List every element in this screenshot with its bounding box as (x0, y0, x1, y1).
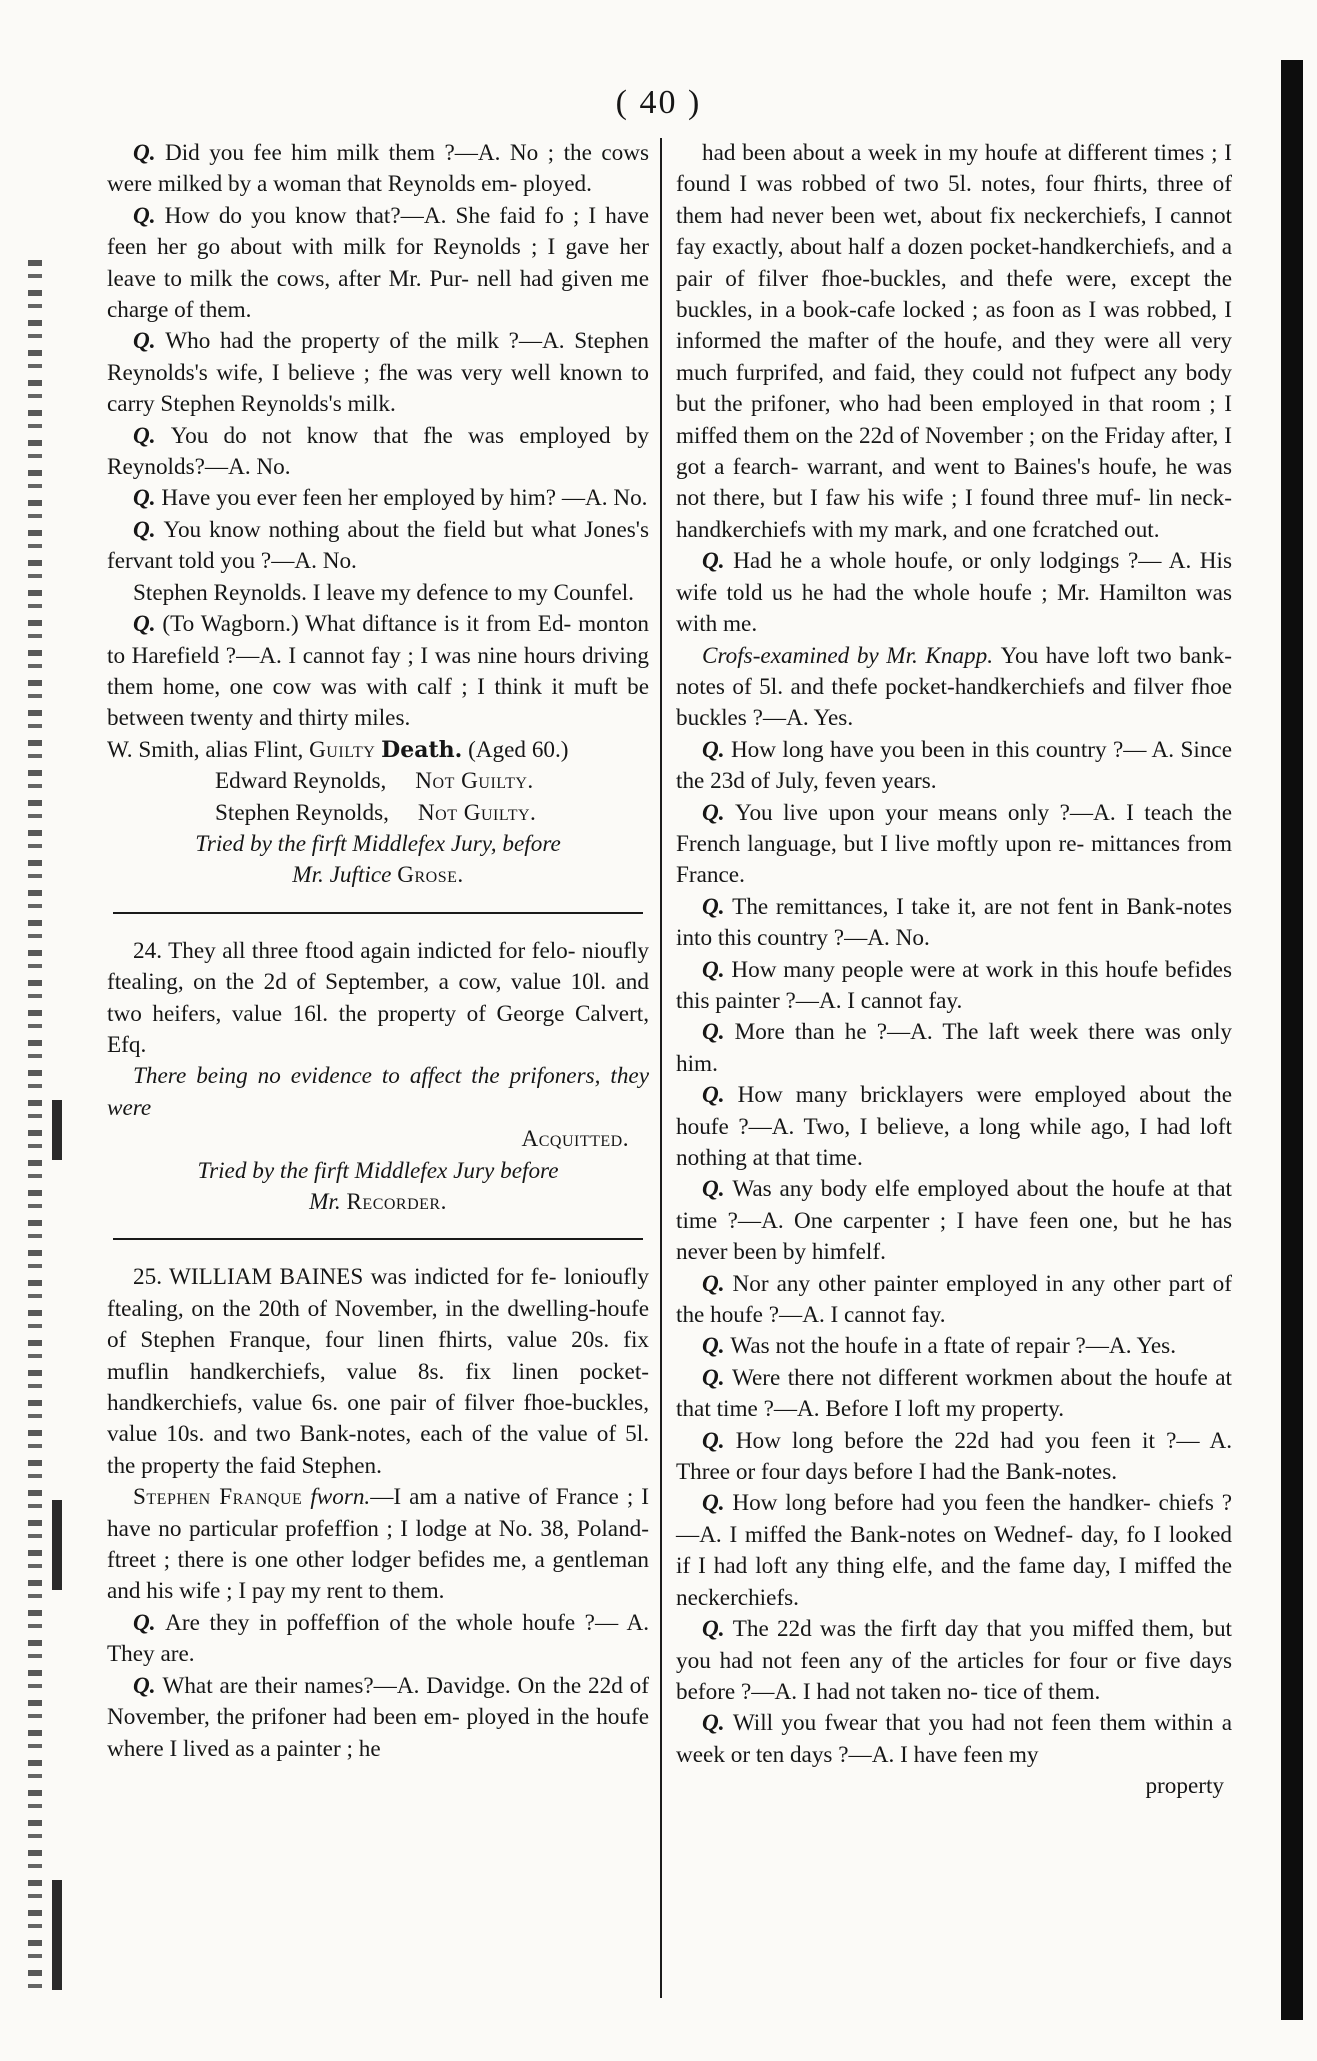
paragraph-text: (To Wagborn.) What diftance is it from Ed- monton to Harefield ?—A. I cannot fay ; I was nine hours driving them home, one cow was with calf ; I think it muft be between twenty and thirty miles. (107, 611, 650, 732)
case-number: 25. (133, 1264, 162, 1291)
question-marker: Q. (133, 1609, 166, 1636)
left-column (107, 138, 649, 1765)
defendant-name: W. Smith, alias Flint, (107, 736, 304, 763)
left-column-tail (107, 1608, 649, 1765)
left-paragraph (107, 201, 649, 327)
left-paragraph (107, 609, 649, 735)
paragraph-text: Had he a whole houfe, or only lodgings ?— A. His wife told us he had the whole houfe ; Mr. Hamilton was with me. (676, 548, 1232, 638)
paragraph-text: How long before the 22d had you feen it ?— A. Three or four days before I had the Bank-notes. (676, 1427, 1232, 1486)
question-marker: Q. (702, 1616, 733, 1643)
question-marker: Q. (702, 1364, 732, 1391)
right-column-paragraphs (676, 138, 1232, 1771)
left-column-paragraphs (107, 138, 649, 735)
column-rule (660, 138, 662, 1998)
right-paragraph (676, 138, 1232, 546)
right-column (676, 138, 1252, 1803)
scan-edge-right (1281, 60, 1303, 2020)
tried-line (107, 860, 649, 891)
left-paragraph (107, 1608, 649, 1671)
right-paragraph (676, 735, 1232, 798)
verdict-line-3 (107, 798, 649, 829)
paragraph-text: Have you ever feen her employed by him? —A. No. (161, 485, 648, 512)
right-paragraph (676, 1708, 1232, 1771)
question-marker: Q. (702, 1082, 738, 1109)
question-marker: Q. (702, 1490, 733, 1517)
age-text: (Aged 60.) (468, 736, 569, 763)
paragraph-text: Did you fee him milk them ?—A. No ; the cows were milked by a woman that Reynolds em- ployed. (107, 140, 649, 198)
testimony-text: —I am a native of France ; I have no particular profeffion ; I lodge at No. 38, Poland-ftreet ; there is one other lodger befides me, a gentleman and his wife ; I pay my rent to them. (107, 1484, 650, 1605)
left-paragraph (107, 326, 649, 420)
sentence-text: Death. (381, 736, 463, 763)
verdict-block-1 (107, 735, 649, 829)
left-paragraph (107, 1671, 649, 1765)
paragraph-text: How long have you been in this country ?— A. Since the 23d of July, feven years. (676, 736, 1233, 795)
right-paragraph (676, 1614, 1232, 1708)
question-marker: Q. (133, 485, 162, 512)
paragraph-text: What are their names?—A. Davidge. On the 22d of November, the prifoner had been em- ployed in the houfe where I lived as a painter ; he (107, 1672, 650, 1762)
section-rule (113, 1238, 643, 1240)
question-marker: Q. (702, 1176, 733, 1203)
left-paragraph (107, 483, 649, 514)
question-marker: Q. (702, 1333, 731, 1360)
paragraph-text: How many bricklayers were employed about the houfe ?—A. Two, I believe, a long while ago, I had loft nothing at that time. (676, 1082, 1233, 1171)
question-marker: Q. (702, 1019, 735, 1046)
right-paragraph (676, 1269, 1232, 1332)
right-paragraph (676, 1174, 1232, 1268)
question-marker: Q. (133, 422, 171, 449)
right-paragraph (676, 892, 1232, 955)
question-marker: Q. (133, 328, 166, 355)
question-marker: Q. (702, 548, 734, 575)
paragraph-text: You know nothing about the field but what Jones's fervant told you ?—A. No. (107, 516, 649, 575)
scan-speck (52, 1500, 62, 1590)
question-marker: Q. (133, 1672, 163, 1699)
defendant-name: Stephen Reynolds, (215, 799, 389, 826)
witness-testimony (107, 1482, 649, 1608)
case-24-note (107, 1061, 649, 1124)
right-paragraph (676, 641, 1232, 735)
right-paragraph (676, 1331, 1232, 1362)
paragraph-text: Stephen Reynolds. I leave my defence to my Counfel. (133, 579, 634, 606)
verdict-line-2 (107, 766, 649, 797)
note-text: There being no evidence to affect the prifoners, they were (107, 1063, 649, 1121)
left-paragraph (107, 578, 649, 609)
paragraph-text: had been about a week in my houfe at different times ; I found I was robbed of two 5l. notes, four fhirts, three of them had never been wet, about fix neckerchiefs, I cannot fay exactly, about half a dozen pocket-handkerchiefs, and a pair of filver fhoe-buckles, and thefe were, except the buckles, in a book-cafe locked ; as foon as I was robbed, I informed the mafter of the houfe, and they were all very much furprifed, and faid, they could not fufpect any body but the prifoner, who had been employed in that room ; I miffed them on the 22d of November ; on the Friday after, I got a fearch- warrant, and went to Baines's houfe, he was not there, but I faw his wife ; I found three muf- lin neck-handkerchiefs with my mark, and one fcratched out. (676, 140, 1232, 543)
right-paragraph (676, 955, 1232, 1018)
indictment-text: was indicted for fe- lonioufly ftealing, on the 20th of November, in the dwelling-houfe of Stephen Franque, four linen fhirts, value 20s. fix muflin handkerchiefs, value 8s. fix linen pocket-handkerchiefs, value 6s. one pair of filver fhoe-buckles, value 10s. and two Bank-notes, each of the value of 5l. the property the faid Stephen. (107, 1264, 649, 1479)
right-paragraph (676, 546, 1232, 640)
judge-name: Recorder. (346, 1189, 447, 1215)
sworn-text: fworn. (310, 1484, 371, 1511)
right-paragraph (676, 1363, 1232, 1426)
catchword: property (1145, 1773, 1224, 1800)
tried-text: Mr. (309, 1189, 341, 1215)
paragraph-text: The 22d was the firft day that you miffed them, but you had not feen any of the articles for four or five days before ?—A. I had not taken no- tice of them. (676, 1616, 1233, 1705)
paragraph-text: Are they in poffeffion of the whole houfe ?— A. They are. (107, 1609, 649, 1668)
left-paragraph (107, 421, 649, 484)
case-24-text: 24. They all three ftood again indicted for felo- nioufly ftealing, on the 2d of September, a cow, value 10l. and two heifers, value 16l. the property of George Calvert, Efq. (107, 937, 649, 1058)
left-paragraph (107, 138, 649, 201)
case-24-verdict (107, 1124, 649, 1155)
paragraph-text: You live upon your means only ?—A. I teach the French language, but I live moftly upon re- mittances from France. (676, 799, 1233, 889)
right-paragraph (676, 1080, 1232, 1174)
defendant-name: WILLIAM BAINES (169, 1264, 364, 1291)
question-marker: Q. (702, 799, 736, 826)
cross-examination-label: Crofs-examined by Mr. Knapp. (702, 642, 1001, 669)
paragraph-text: How long before had you feen the handker- chiefs ?—A. I miffed the Bank-notes on Wednef- day, fo I looked if I had loft any thing elfe, and the fame day, I miffed the neckerchiefs. (676, 1490, 1232, 1611)
scan-edge-left (28, 260, 42, 2000)
verdict-text: Not Guilty. (415, 768, 534, 795)
verdict-line-1 (107, 735, 649, 766)
tried-line (107, 1187, 649, 1218)
paragraph-text: Was not the houfe in a ftate of repair ?—A. Yes. (730, 1333, 1176, 1360)
verdict-text: Guilty (309, 736, 376, 763)
tried-line (107, 1156, 649, 1187)
paragraph-text: Nor any other painter employed in any other part of the houfe ?—A. I cannot fay. (676, 1270, 1232, 1329)
tried-text: Tried by the firft Middlefex Jury before (197, 1157, 559, 1184)
paragraph-text: Who had the property of the milk ?—A. Stephen Reynolds's wife, I believe ; fhe was very well known to carry Stephen Reynolds's milk. (107, 328, 649, 418)
left-paragraph (107, 515, 649, 578)
question-marker: Q. (133, 140, 165, 166)
question-marker: Q. (133, 516, 164, 543)
tried-text: Tried by the firft Middlefex Jury, before (195, 830, 561, 857)
tried-text: Mr. Juftice (292, 862, 392, 889)
paragraph-text: You do not know that fhe was employed by Reynolds?—A. No. (107, 422, 649, 481)
question-marker: Q. (702, 736, 731, 763)
question-marker: Q. (702, 893, 733, 920)
verdict-text: Acquitted. (521, 1126, 629, 1153)
paragraph-text: How many people were at work in this houfe befides this painter ?—A. I cannot fay. (676, 956, 1232, 1014)
question-marker: Q. (702, 956, 732, 983)
scan-speck (52, 1880, 62, 1990)
tried-line (107, 829, 649, 860)
right-paragraph (676, 798, 1232, 892)
question-marker: Q. (133, 611, 163, 638)
paragraph-text: You have loft two bank-notes of 5l. and thefe pocket-handkerchiefs and filver fhoe buckles ?—A. Yes. (676, 642, 1232, 732)
page-number: ( 40 ) (615, 84, 702, 121)
scan-speck (52, 1100, 62, 1160)
right-paragraph (676, 1488, 1232, 1614)
judge-name: Grose. (397, 862, 464, 889)
question-marker: Q. (702, 1710, 733, 1737)
verdict-text: Not Guilty. (417, 799, 537, 826)
question-marker: Q. (702, 1427, 736, 1454)
question-marker: Q. (133, 202, 165, 229)
defendant-name: Edward Reynolds, (215, 768, 387, 795)
paragraph-text: How do you know that?—A. She faid fo ; I have feen her go about with milk for Reynolds ; I gave her leave to milk the cows, after Mr. Pur- nell had given me charge of them. (107, 202, 650, 324)
question-marker: Q. (702, 1270, 733, 1297)
paragraph-text: Will you fwear that you had not feen them within a week or ten days ?—A. I have feen my (676, 1710, 1232, 1768)
paragraph-text: The remittances, I take it, are not fent in Bank-notes into this country ?—A. No. (676, 893, 1232, 952)
right-paragraph (676, 1426, 1232, 1489)
right-paragraph (676, 1017, 1232, 1080)
paragraph-text: More than he ?—A. The laft week there was only him. (676, 1019, 1232, 1077)
section-rule (113, 912, 643, 914)
witness-name: Stephen Franque (133, 1484, 303, 1511)
case-25-text (107, 1262, 649, 1482)
paragraph-text: Were there not different workmen about the houfe at that time ?—A. Before I loft my property. (676, 1364, 1232, 1423)
paragraph-text: Was any body elfe employed about the houfe at that time ?—A. One carpenter ; I have feen one, but he has never been by himfelf. (676, 1176, 1232, 1266)
